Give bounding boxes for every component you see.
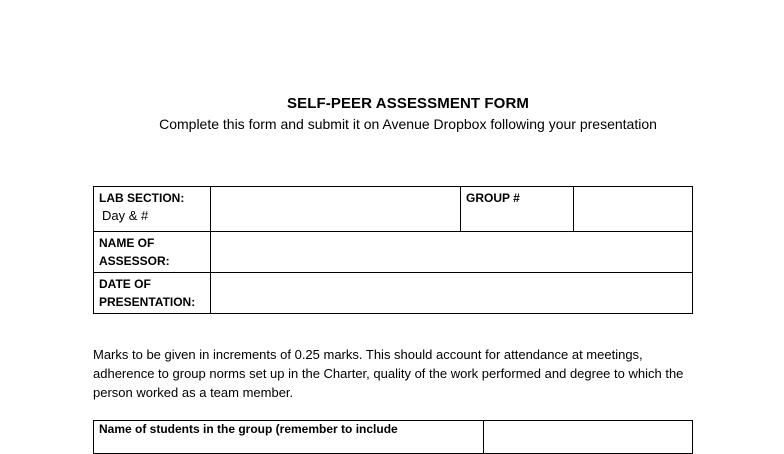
- assessor-label-cell: [94, 232, 211, 273]
- group-members-header: Name of students in the group (remember to include: [94, 421, 484, 454]
- date-label-line-2: PRESENTATION:: [99, 295, 196, 309]
- group-number-field[interactable]: [574, 187, 693, 232]
- presentation-date-field[interactable]: [211, 273, 693, 314]
- lab-section-sub-label: Day & #: [102, 208, 149, 223]
- assessor-name-field[interactable]: [211, 232, 693, 273]
- lab-section-field[interactable]: [211, 187, 461, 232]
- date-label-cell: [94, 273, 211, 314]
- assessor-info-table: [93, 186, 693, 314]
- group-members-header-cell-2: [484, 421, 693, 454]
- group-label: GROUP #: [461, 187, 574, 232]
- assessor-label-line-2: ASSESSOR:: [99, 254, 170, 268]
- marking-instructions: Marks to be given in increments of 0.25 marks. This should account for attendance at meetings, adherence to group norms set up in the Charter, quality of the work performed and degree to which the person worked as a team member.: [93, 347, 684, 400]
- group-members-table: [93, 420, 693, 454]
- form-subtitle: Complete this form and submit it on Avenue Dropbox following your presentation: [159, 116, 657, 132]
- form-title: SELF-PEER ASSESSMENT FORM: [287, 95, 529, 112]
- lab-section-label-cell: [94, 187, 211, 232]
- date-label-line-1: DATE OF: [99, 277, 151, 291]
- assessor-label-line-1: NAME OF: [99, 236, 155, 250]
- lab-section-label: LAB SECTION:: [99, 191, 185, 205]
